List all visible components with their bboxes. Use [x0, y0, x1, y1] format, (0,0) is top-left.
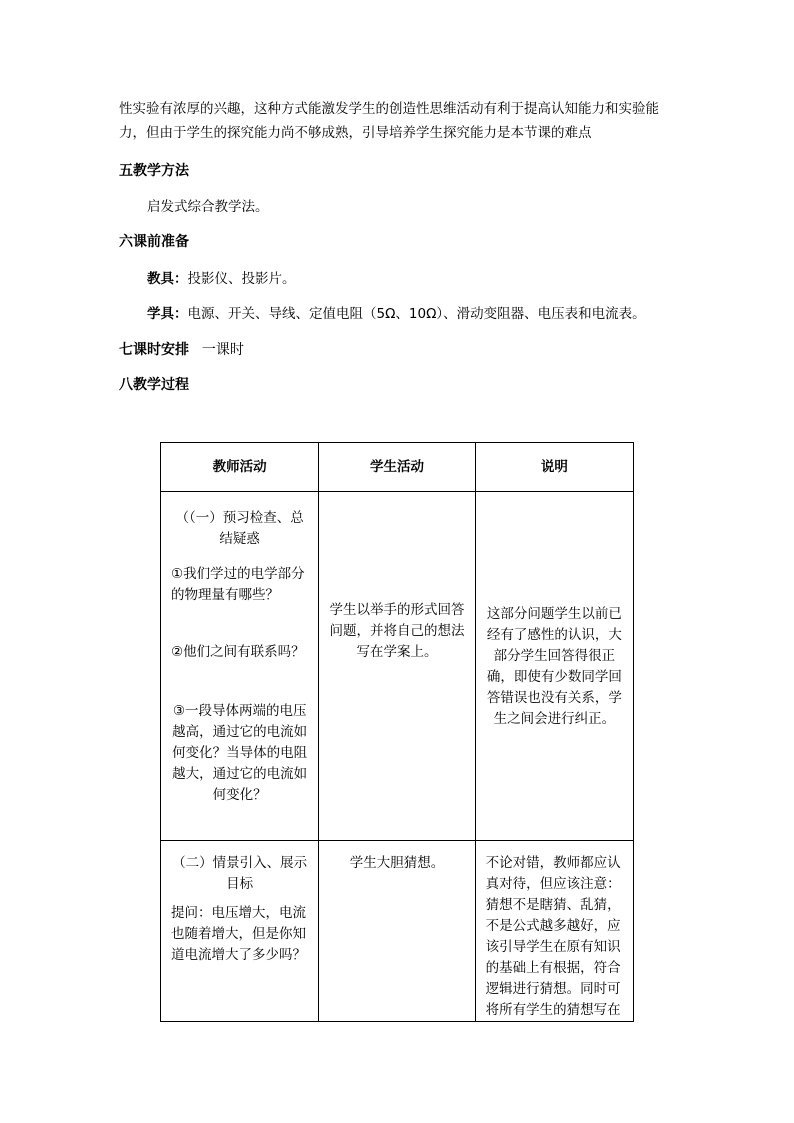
- table-header-row: [161, 443, 634, 492]
- section-7-body: 一课时: [201, 342, 244, 358]
- student-tools-line: [147, 302, 646, 322]
- header-student-activity: 学生活动: [319, 443, 475, 492]
- intro-line-1: 性实验有浓厚的兴趣，这种方式能激发学生的创造性思维活动有利于提高认知能力和实验能: [119, 101, 659, 117]
- row2-student-text: 学生大胆猜想。: [349, 855, 445, 871]
- row2-teacher-title: （二）情景引入、展示目标: [172, 855, 308, 892]
- row1-student-cell: [319, 492, 475, 841]
- header-notes: 说明: [475, 443, 633, 492]
- teacher-tools-line: [147, 267, 296, 287]
- row1-question-1: ①我们学过的电学部分的物理量有哪些？: [171, 566, 305, 603]
- intro-paragraph: [119, 97, 694, 145]
- row2-student-cell: [319, 841, 475, 1022]
- row1-question-3: ③一段导体两端的电压越高，通过它的电流如何变化？当导体的电阻越大，通过它的电流如何变化？: [172, 703, 308, 803]
- section-7-line: [119, 339, 244, 359]
- section-8-title: 八教学过程: [119, 377, 189, 393]
- row2-note-cell: [475, 841, 633, 1022]
- lesson-process-table: [160, 442, 634, 1022]
- row1-teacher-cell: [161, 492, 319, 841]
- header-teacher-activity: 教师活动: [161, 443, 319, 492]
- section-5-title: 五教学方法: [119, 163, 189, 179]
- row1-note-cell: [475, 492, 633, 841]
- section-7-title: 七课时安排: [119, 342, 189, 358]
- teacher-tools-label: 教具：: [147, 271, 188, 287]
- intro-line-2: 力，但由于学生的探究能力尚不够成熟，引导培养学生探究能力是本节课的难点: [119, 125, 592, 141]
- row2-question-1: 提问：电压增大，电流也随着增大，但是你知道电流增大了多少吗？: [171, 905, 306, 963]
- row1-student-text: 学生以举手的形式回答问题，并将自己的想法写在学案上。: [329, 602, 465, 660]
- section-6-title: 六课前准备: [119, 234, 189, 250]
- row1-question-2: ②他们之间有联系吗？: [171, 644, 305, 660]
- teacher-tools-items: 投影仪、投影片。: [187, 271, 296, 287]
- section-5-body: 启发式综合教学法。: [147, 199, 269, 215]
- row1-note-text: 这部分问题学生以前已经有了感性的认识，大部分学生回答得很正确，即使有少数同学回答错误也没有关系，学生之间会进行纠正。: [486, 606, 622, 727]
- table-row: [161, 841, 634, 1022]
- row2-note-text: 不论对错，教师都应认真对待，但应该注意：猜想不是瞎猜、乱猜，不是公式越多越好，应该引导学生在原有知识的基础上有根据，符合逻辑进行猜想。同时可将所有学生的猜想写在: [485, 855, 621, 1018]
- student-tools-items: 电源、开关、导线、定值电阻（5Ω、10Ω）、滑动变阻器、电压表和电流表。: [187, 306, 646, 322]
- row2-teacher-cell: [161, 841, 319, 1022]
- row1-teacher-title: （（一）预习检查、总结疑惑: [175, 510, 304, 547]
- table-row: [161, 492, 634, 841]
- student-tools-label: 学具：: [147, 306, 188, 322]
